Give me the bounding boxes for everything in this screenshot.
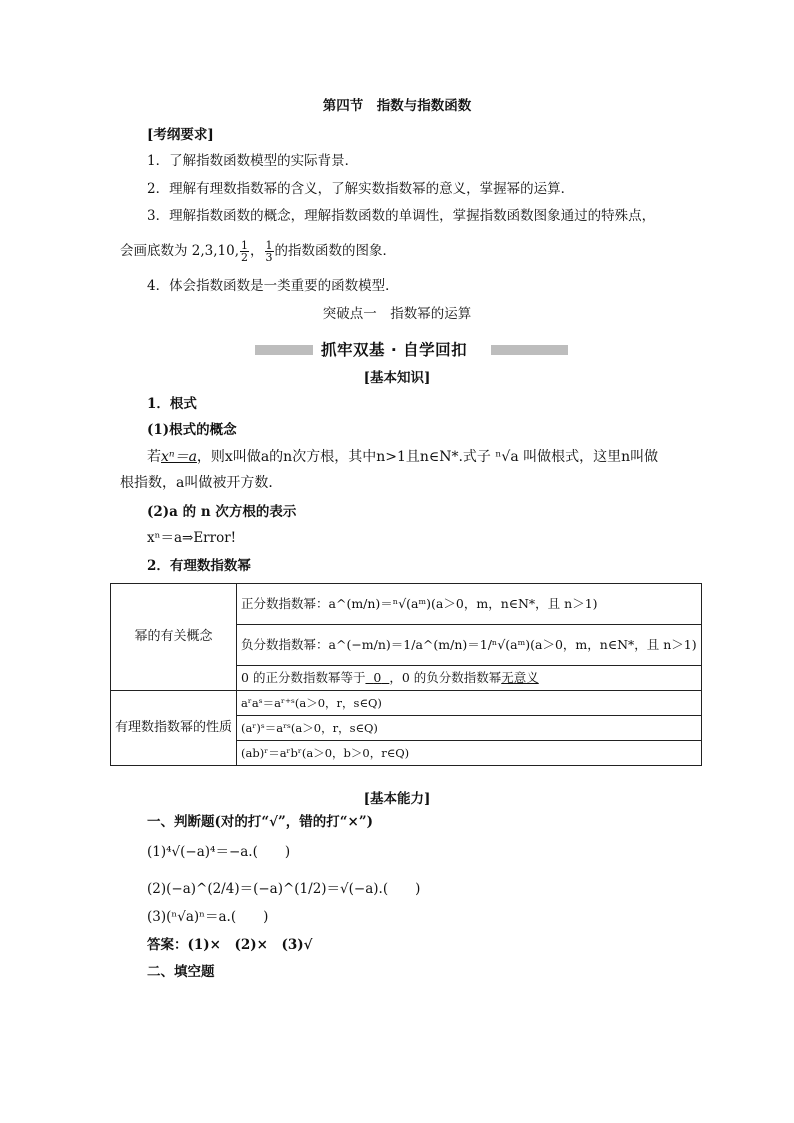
banner-text: 抓牢双基 · 自学回扣: [321, 341, 468, 359]
requirement-3-suffix: 的指数函数的图象．: [274, 243, 397, 259]
radical-repr-line: xⁿ＝a⇒Error!: [147, 530, 237, 546]
radical-repr-heading: (2)a 的 n 次方根的表示: [147, 504, 297, 520]
concept-label-cell: 幂的有关概念: [111, 584, 237, 691]
fill-heading: 二、填空题: [147, 964, 215, 980]
meaningless-text: 无意义: [501, 670, 539, 685]
judge-heading: 一、判断题(对的打“√”，错的打“×”): [147, 814, 374, 830]
basic-ability-heading: [基本能力]: [363, 791, 431, 807]
negative-fraction-cell: 负分数指数幂：a^(−m/n)＝1/a^(m/n)＝1/ⁿ√(aᵐ)(a＞0，m，n∈N*，且 n＞1): [237, 625, 702, 666]
requirement-3: 3．理解指数函数的概念，理解指数函数的单调性，掌握指数函数图象通过的特殊点，: [147, 208, 656, 224]
property-1-cell: aʳaˢ＝aʳ⁺ˢ(a＞0，r，s∈Q): [237, 691, 702, 716]
section-title: 第四节 指数与指数函数: [322, 98, 472, 114]
banner-bar-right: [491, 345, 568, 355]
fraction-one-third: $\frac{1}{3}$: [265, 239, 273, 264]
radical-concept-heading: (1)根式的概念: [147, 422, 237, 438]
banner-bar-left: [255, 345, 313, 355]
requirement-1: 1．了解指数函数模型的实际背景．: [147, 153, 359, 169]
radical-heading: 1．根式: [147, 396, 197, 412]
fraction-one-half: $\frac{1}{2}$: [241, 239, 249, 264]
power-concepts-table: [110, 583, 702, 766]
question-2: (2)(−a)^(2/4)＝(−a)^(1/2)＝√(−a).( ): [147, 881, 421, 897]
question-3: (3)(ⁿ√a)ⁿ＝a.( ): [147, 909, 269, 925]
property-label-cell: 有理数指数幂的性质: [111, 691, 237, 766]
basic-knowledge-heading: [基本知识]: [363, 370, 431, 386]
radical-concept-line2: 根指数，a叫做被开方数．: [120, 475, 283, 491]
zero-power-cell: 0 的正分数指数幂等于 0 ，0 的负分数指数幂无意义: [237, 666, 702, 691]
requirement-2: 2．理解有理数指数幂的含义，了解实数指数幂的意义，掌握幂的运算．: [147, 181, 575, 197]
property-3-cell: (ab)ʳ＝aʳbʳ(a＞0，b＞0，r∈Q): [237, 741, 702, 766]
radical-concept-line1: 若xⁿ＝a，则x叫做a的n次方根，其中n>1且n∈N*.式子 ⁿ√a 叫做根式，这里n叫做: [147, 449, 659, 465]
requirement-3-continued: 会画底数为 2,3,10, $\frac{1}{2}$ ， $\frac{1}{3}$ 的指数函数的图象．: [120, 239, 397, 264]
positive-fraction-cell: 正分数指数幂：a^(m/n)＝ⁿ√(aᵐ)(a＞0，m，n∈N*，且 n＞1): [237, 584, 702, 625]
exam-requirements-heading: [考纲要求]: [147, 127, 214, 143]
requirement-4: 4．体会指数函数是一类重要的函数模型．: [147, 278, 399, 294]
section-banner: [255, 340, 568, 360]
rational-heading: 2．有理数指数幂: [147, 558, 251, 574]
property-2-cell: (aʳ)ˢ＝aʳˢ(a＞0，r，s∈Q): [237, 716, 702, 741]
radical-equation: xⁿ＝a: [161, 449, 197, 465]
question-1: (1)⁴√(−a)⁴＝−a.( ): [147, 844, 291, 860]
zero-value: 0: [373, 670, 382, 685]
point-title: 突破点一 指数幂的运算: [322, 306, 472, 322]
answer-line: 答案：(1)× (2)× (3)√: [147, 937, 313, 953]
requirement-3-prefix: 会画底数为 2,3,10,: [120, 243, 240, 259]
